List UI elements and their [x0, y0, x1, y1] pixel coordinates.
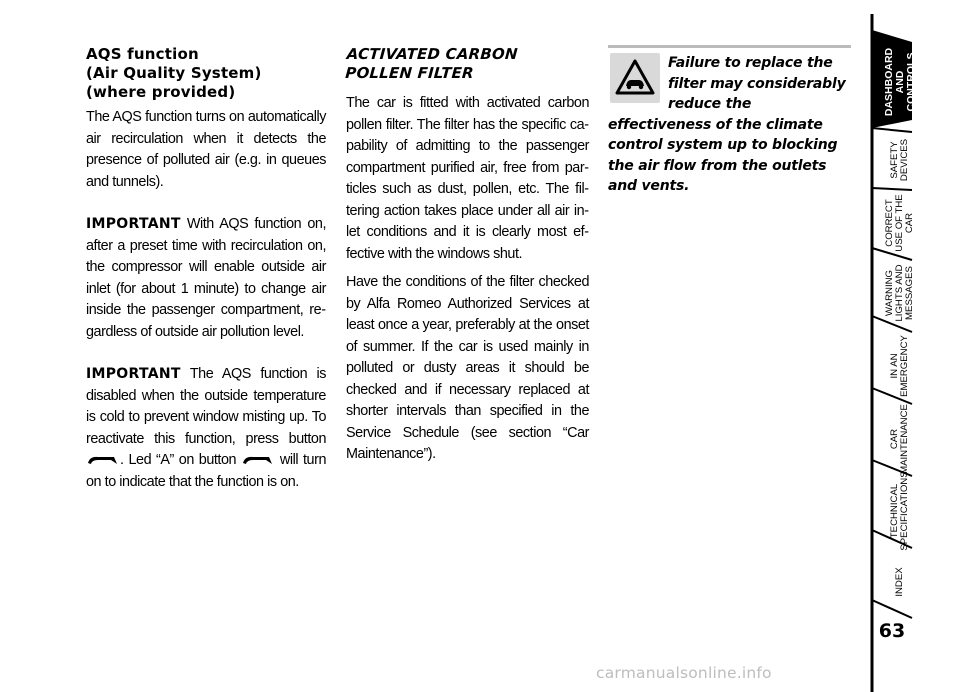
- aqs-heading-line1: AQS function: [86, 45, 199, 63]
- watermark: carmanualsonline.info: [596, 664, 772, 682]
- filter-paragraph-1: The car is fitted with activated carbon pollen filter. The filter has the specific capability of admitting to the passenger compartment purified air, free from particles such as dust, pollen, etc. The filtering action takes place under all air inlet conditions and it is clearly most effective with the windows shut.: [346, 95, 589, 262]
- warning-text-content: Failure to replace the filter may considerably reduce the effectiveness of the climate control system up to blocking the air flow from the outlets and vents.: [608, 55, 846, 194]
- aqs-heading-line2: (Air Quality System): [86, 64, 262, 82]
- tab-label-technical: TECHNICAL SPECIFICATIONS: [889, 471, 910, 551]
- tab-label-maintenance: CAR MAINTENANCE: [889, 404, 910, 474]
- tab-safety-devices[interactable]: [872, 132, 928, 188]
- aqs-paragraph-3-text-c: will turn on to indicate that the function is on.: [86, 452, 326, 490]
- filter-heading: [345, 45, 519, 83]
- tab-technical-specifications[interactable]: [872, 471, 928, 551]
- tab-label-safety: SAFETY DEVICES: [889, 138, 910, 182]
- filter-paragraph-2: Have the conditions of the filter checked by Alfa Romeo Authorized Services at least once a year, preferably at the onset of summer. If the car is used mainly in polluted or dusty areas it should be checked and if necessary replaced at shorter intervals than specified in the Service Schedule (see section “Car Maintenance”).: [346, 274, 589, 462]
- aqs-paragraph-3: [86, 364, 326, 493]
- warning-rule: [608, 45, 851, 48]
- tab-label-index: INDEX: [894, 567, 905, 597]
- aqs-heading-line3: (where provided): [86, 83, 236, 101]
- recirculation-icon: [86, 454, 120, 466]
- tab-dashboard-and-controls[interactable]: [872, 40, 928, 124]
- tab-label-dashboard: DASHBOARD AND CONTROLS: [882, 47, 917, 117]
- tab-label-correct-use: CORRECT USE OF THE CAR: [884, 194, 915, 252]
- aqs-paragraph-2: [86, 214, 326, 343]
- page-number: 63: [878, 620, 906, 642]
- aqs-paragraph-2-text: With AQS function on, after a preset time with recirculation on, the compressor will enable outside air inlet (for about 1 minute) to change air inside the passenger compartment, regardless of outside air pollution level.: [86, 216, 326, 340]
- tab-label-emergency: IN AN EMERGENCY: [889, 335, 910, 397]
- aqs-paragraph-1: The AQS function turns on automatically air recirculation when it detects the presence of polluted air (e.g. in queues and tunnels).: [86, 109, 326, 190]
- tab-warning-lights[interactable]: [872, 258, 928, 328]
- aqs-heading: [86, 45, 262, 102]
- tab-car-maintenance[interactable]: [872, 404, 928, 474]
- filter-heading-line1: ACTIVATED CARBON: [346, 45, 519, 63]
- tab-index[interactable]: [872, 548, 928, 616]
- tab-label-warning-lights: WARNING LIGHTS AND MESSAGES: [884, 264, 915, 322]
- recirculation-icon-2: [241, 454, 275, 466]
- important-label-2: IMPORTANT: [86, 366, 181, 382]
- tab-correct-use[interactable]: [872, 190, 928, 256]
- tab-in-an-emergency[interactable]: [872, 330, 928, 402]
- aqs-paragraph-3-text-b: . Led “A” on button: [120, 452, 241, 468]
- warning-text: [608, 53, 851, 197]
- aqs-paragraph-3-text-a: The AQS function is disabled when the outside temperature is cold to prevent window misting up. To reactivate this function, press button: [86, 366, 326, 447]
- important-label: IMPORTANT: [86, 216, 181, 232]
- filter-heading-line2: POLLEN FILTER: [344, 64, 475, 82]
